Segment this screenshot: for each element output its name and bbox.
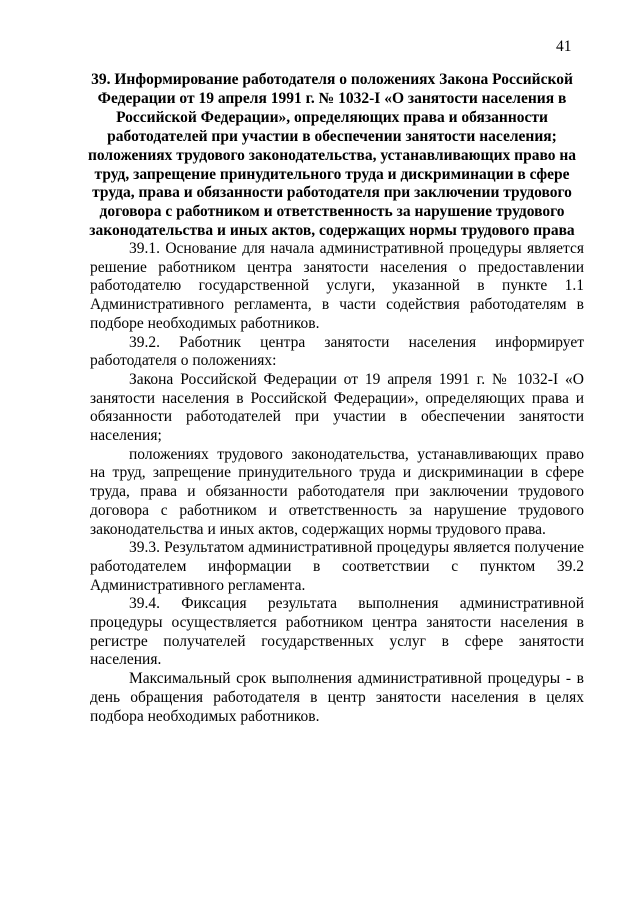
document-body [90, 240, 584, 726]
paragraph-law-provisions: Закона Российской Федерации от 19 апреля 1991 г. № 1032-I «О занятости населения в Российской Федерации», определяющих права и обязанности работодателей при участии в обеспечении занятости населения; [90, 370, 584, 445]
paragraph-max-term: Максимальный срок выполнения административной процедуры - в день обращения работодателя в центр занятости населения в целях подбора необходимых работников. [90, 670, 584, 725]
paragraph-labor-legislation: положениях трудового законодательства, устанавливающих право на труд, запрещение принудительного труда и дискриминации в сфере труда, права и обязанности работодателя при заключении трудового договора с работником и ответственность за нарушение трудового законодательства и иных актов, содержащих нормы трудового права. [90, 445, 584, 538]
paragraph-39-1: 39.1. Основание для начала административной процедуры является решение работником центра занятости населения о предоставлении работодателю государственной услуги, указанной в пункте 1.1 Административного регламента, в части содействия работодателям в подборе необходимых работников. [90, 240, 584, 332]
paragraph-39-3: 39.3. Результатом административной процедуры является получение работодателем информации в соответствии с пунктом 39.2 Административного регламента. [90, 539, 584, 594]
paragraph-39-2: 39.2. Работник центра занятости населения информирует работодателя о положениях: [90, 333, 584, 370]
section-heading: 39. Информирование работодателя о положениях Закона Российской Федерации от 19 апреля 1991 г. № 1032-I «О занятости населения в Российской Федерации», определяющих права и обязанности работодателей при участии в обеспечении занятости населения; положениях трудового законодательства, устанавливающих право на труд, запрещение принудительного труда и дискриминации в сфере труда, права и обязанности работодателя при заключении трудового договора с работником и ответственность за нарушение трудового законодательства и иных актов, содержащих нормы трудового права [87, 71, 577, 240]
page-number: 41 [556, 38, 572, 55]
paragraph-39-4: 39.4. Фиксация результата выполнения административной процедуры осуществляется работником центра занятости населения в регистре получателей государственных услуг в сфере занятости населения. [90, 595, 584, 669]
